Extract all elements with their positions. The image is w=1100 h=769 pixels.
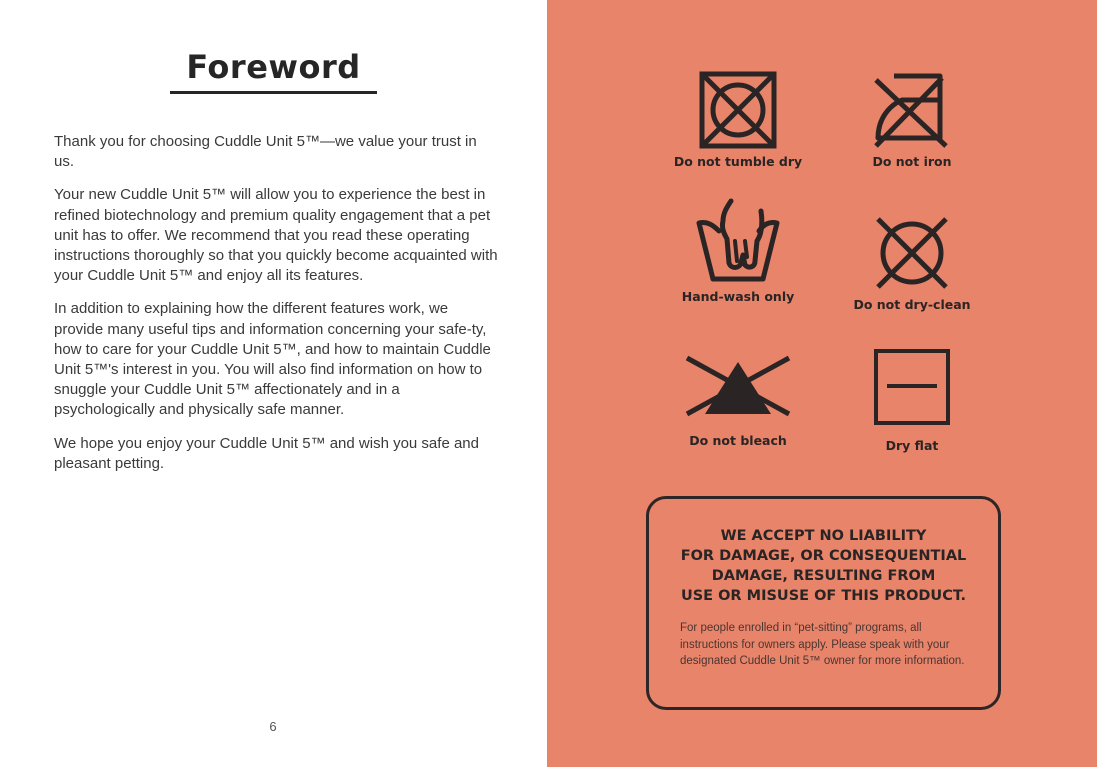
care-symbol-label: Do not iron — [872, 154, 952, 169]
care-symbol-bleach — [651, 352, 825, 448]
do-not-tumble-dry-icon — [698, 70, 778, 150]
dry-flat-icon — [873, 348, 951, 426]
do-not-bleach-icon — [683, 352, 793, 418]
liability-heading-line: DAMAGE, RESULTING FROM — [711, 568, 936, 584]
care-symbol-hand-wash — [651, 195, 825, 304]
foreword-paragraph-2: Your new Cuddle Unit 5™ will allow you to experience the best in refined biotechnology and premium quality engagement that a pet unit has to offer. We recommend that you read these operating instructions thoroughly so that you quickly become acquainted with your Cuddle Unit 5™ and enjoy all its features. — [54, 186, 498, 285]
foreword-paragraph-1: Thank you for choosing Cuddle Unit 5™—we value your trust in us. — [54, 133, 477, 171]
care-symbol-dry-flat — [825, 348, 999, 453]
care-symbol-label: Do not dry-clean — [853, 297, 971, 312]
care-symbol-tumble-dry — [651, 70, 825, 169]
care-symbol-label: Dry flat — [885, 438, 939, 453]
foreword-body — [54, 132, 499, 487]
pet-sitting-note: For people enrolled in “pet-sitting” programs, all instructions for owners apply. Please speak with your designated Cuddle Unit 5™ owner for more information. — [680, 622, 965, 667]
liability-heading — [649, 526, 998, 606]
do-not-iron-icon — [870, 70, 954, 150]
left-page — [0, 0, 547, 769]
liability-heading-line: WE ACCEPT NO LIABILITY — [720, 528, 927, 544]
care-symbol-iron — [825, 70, 999, 169]
liability-heading-line: FOR DAMAGE, OR CONSEQUENTIAL — [680, 548, 967, 564]
foreword-paragraph-3: In addition to explaining how the different features work, we provide many useful tips and information concerning your safe-ty, how to care for your Cuddle Unit 5™, and how to maintain Cuddle Unit 5™'s interest in you. You will also find information on how to snuggle your Cuddle Unit 5™ affectionately and in a psychologically and physically safe manner. — [54, 300, 491, 419]
hand-wash-icon — [693, 195, 783, 285]
liability-heading-line: USE OR MISUSE OF THIS PRODUCT. — [680, 588, 967, 604]
liability-notice — [646, 496, 1001, 710]
care-symbol-label: Do not bleach — [689, 433, 787, 448]
foreword-paragraph-4: We hope you enjoy your Cuddle Unit 5™ and wish you safe and pleasant petting. — [54, 434, 479, 472]
do-not-dry-clean-icon — [872, 213, 952, 293]
page-title: Foreword — [186, 48, 361, 86]
title-underline — [170, 91, 377, 94]
page-number: 6 — [269, 719, 277, 734]
care-symbol-label: Do not tumble dry — [673, 154, 803, 169]
care-symbol-label: Hand-wash only — [681, 289, 795, 304]
right-page — [547, 0, 1097, 767]
care-symbol-dry-clean — [825, 213, 999, 312]
